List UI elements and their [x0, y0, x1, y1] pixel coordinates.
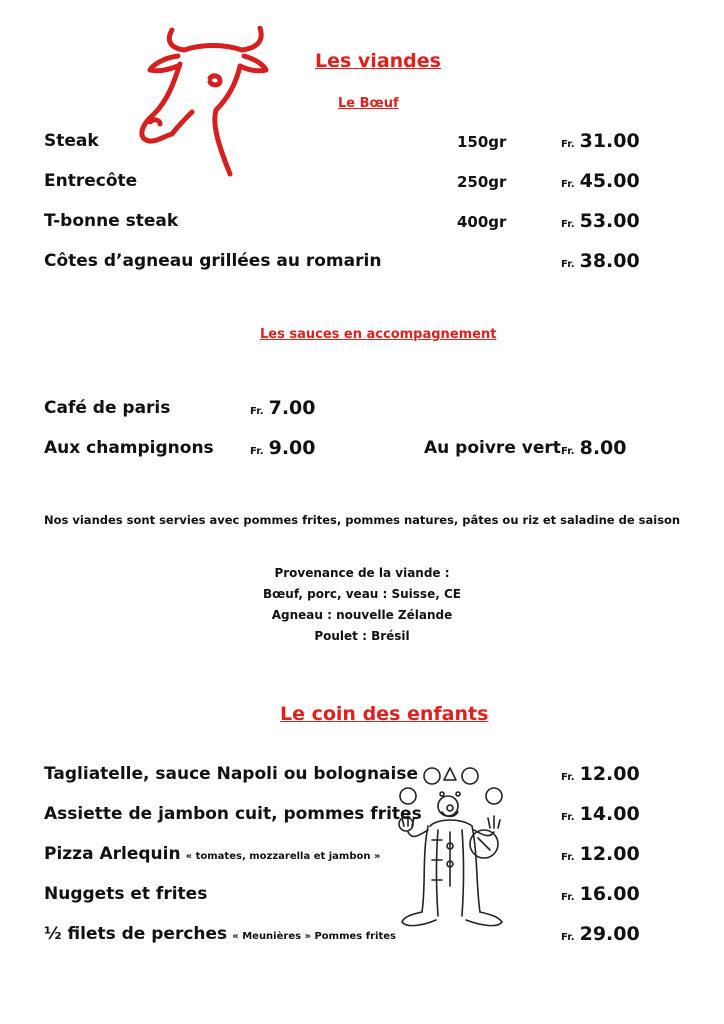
currency-label: Fr. — [561, 892, 575, 903]
currency-label: Fr. — [250, 406, 264, 417]
sauces-title: Les sauces en accompagnement — [260, 327, 497, 342]
price-value: 14.00 — [579, 803, 640, 825]
price-value: 31.00 — [579, 130, 640, 152]
currency-label: Fr. — [561, 932, 575, 943]
kids-item-price — [561, 923, 640, 945]
price-value: 12.00 — [579, 763, 640, 785]
sauce-item-price — [250, 397, 315, 419]
currency-label: Fr. — [561, 179, 575, 190]
menu-item-price — [561, 170, 640, 192]
price-value: 12.00 — [579, 843, 640, 865]
kids-item-name: Pizza Arlequin — [44, 844, 181, 864]
price-value: 29.00 — [579, 923, 640, 945]
currency-label: Fr. — [561, 852, 575, 863]
meats-title: Les viandes — [315, 50, 441, 72]
menu-item-weight: 250gr — [457, 173, 507, 191]
kids-item-name: ½ filets de perches — [44, 924, 228, 944]
price-value: 16.00 — [579, 883, 640, 905]
menu-item-price — [561, 250, 640, 272]
kids-item-price — [561, 803, 640, 825]
cow-head-icon — [132, 26, 272, 178]
kids-item-name: Assiette de jambon cuit, pommes frites — [44, 804, 422, 824]
price-value: 7.00 — [268, 397, 316, 419]
served-note: Nos viandes sont servies avec pommes frites, pommes natures, pâtes ou riz et saladine de saison — [44, 513, 681, 527]
meats-subtitle: Le Bœuf — [338, 96, 399, 111]
kids-item-price — [561, 843, 640, 865]
menu-item-name: Entrecôte — [44, 171, 138, 191]
price-value: 53.00 — [579, 210, 640, 232]
currency-label: Fr. — [561, 772, 575, 783]
menu-item-price — [561, 130, 640, 152]
price-value: 45.00 — [579, 170, 640, 192]
menu-item-weight: 400gr — [457, 213, 507, 231]
currency-label: Fr. — [561, 259, 575, 270]
currency-label: Fr. — [561, 812, 575, 823]
kids-item-name: Nuggets et frites — [44, 884, 208, 904]
price-value: 38.00 — [579, 250, 640, 272]
sauce-item-name: Au poivre vert — [424, 438, 561, 458]
menu-item-name: Steak — [44, 131, 99, 151]
currency-label: Fr. — [561, 446, 575, 457]
price-value: 8.00 — [579, 437, 627, 459]
kids-item-row — [44, 844, 380, 864]
sauce-item-name: Aux champignons — [44, 438, 214, 458]
currency-label: Fr. — [561, 219, 575, 230]
menu-item-price — [561, 210, 640, 232]
price-value: 9.00 — [268, 437, 316, 459]
sauce-item-name: Café de paris — [44, 398, 171, 418]
provenance-line: Poulet : Brésil — [314, 629, 410, 643]
currency-label: Fr. — [561, 139, 575, 150]
kids-item-desc: « Meunières » Pommes frites — [232, 931, 396, 942]
kids-item-price — [561, 883, 640, 905]
kids-item-price — [561, 763, 640, 785]
juggling-clown-icon — [392, 766, 514, 936]
provenance-heading: Provenance de la viande : — [274, 566, 450, 580]
menu-item-name: Côtes d’agneau grillées au romarin — [44, 251, 382, 271]
menu-item-name: T-bonne steak — [44, 211, 179, 231]
kids-item-name: Tagliatelle, sauce Napoli ou bolognaise — [44, 764, 418, 784]
provenance-line: Agneau : nouvelle Zélande — [271, 608, 453, 622]
sauce-item-price — [561, 437, 626, 459]
sauce-item-price — [250, 437, 315, 459]
provenance-line: Bœuf, porc, veau : Suisse, CE — [263, 587, 461, 601]
kids-item-desc: « tomates, mozzarella et jambon » — [185, 851, 381, 862]
menu-item-weight: 150gr — [457, 133, 507, 151]
currency-label: Fr. — [250, 446, 264, 457]
kids-item-row — [44, 924, 396, 944]
kids-title: Le coin des enfants — [280, 703, 489, 725]
